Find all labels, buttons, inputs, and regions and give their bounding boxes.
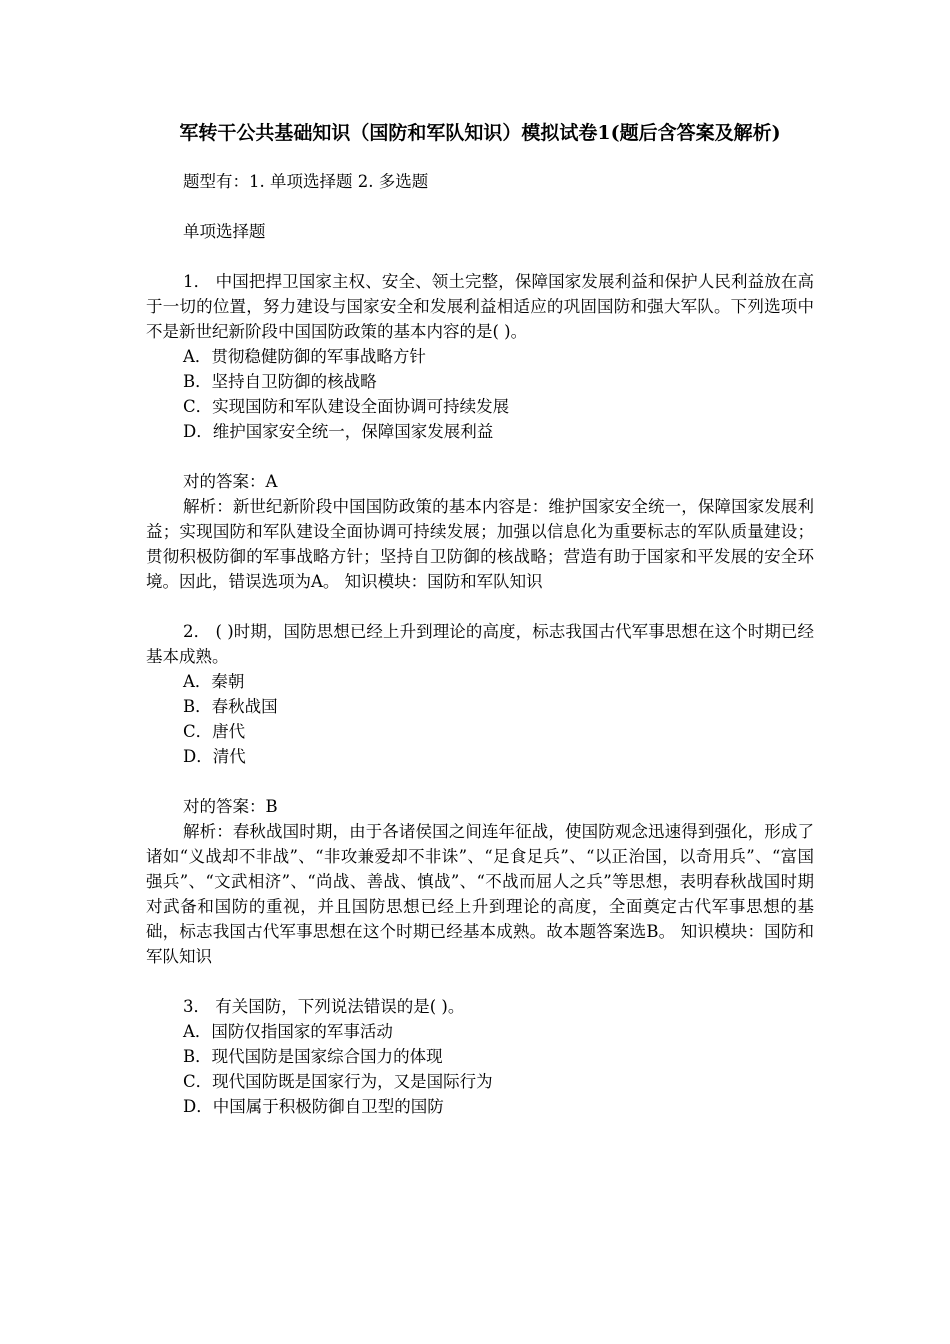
question-2-option-a: A．秦朝 bbox=[183, 672, 245, 691]
question-2-stem: 2． ( )时期，国防思想已经上升到理论的高度，标志我国古代军事思想在这个时期已经基本成熟。 bbox=[146, 622, 814, 666]
question-3-option-d: D．中国属于积极防御自卫型的国防 bbox=[183, 1097, 444, 1116]
document-title: 军转干公共基础知识（国防和军队知识）模拟试卷1(题后含答案及解析) bbox=[179, 122, 781, 144]
question-3-stem: 3． 有关国防，下列说法错误的是( )。 bbox=[183, 997, 465, 1016]
question-1-option-b: B．坚持自卫防御的核战略 bbox=[183, 372, 377, 391]
question-1-answer: 对的答案：A bbox=[183, 472, 278, 491]
question-2-answer: 对的答案：B bbox=[183, 797, 278, 816]
question-2-analysis: 解析：春秋战国时期，由于各诸侯国之间连年征战，使国防观念迅速得到强化，形成了诸如“义战却不非战”、“非攻兼爱却不非诛”、“足食足兵”、“以正治国，以奇用兵”、“富国强兵”、“文武相济”、“尚战、善战、慎战”、“不战而屈人之兵”等思想，表明春秋战国时期对武备和国防的重视，并且国防思想已经上升到理论的高度，全面奠定古代军事思想的基础，标志我国古代军事思想在这个时期已经基本成熟。故本题答案选B。 知识模块：国防和军队知识 bbox=[146, 822, 814, 966]
question-3-option-a: A．国防仅指国家的军事活动 bbox=[183, 1022, 393, 1041]
question-1-option-d: D．维护国家安全统一，保障国家发展利益 bbox=[183, 422, 494, 441]
question-types-line: 题型有：1. 单项选择题 2. 多选题 bbox=[183, 172, 429, 191]
question-3-option-c: C．现代国防既是国家行为，又是国际行为 bbox=[183, 1072, 493, 1091]
question-1-option-a: A．贯彻稳健防御的军事战略方针 bbox=[183, 347, 426, 366]
question-1-analysis: 解析：新世纪新阶段中国国防政策的基本内容是：维护国家安全统一，保障国家发展利益；实现国防和军队建设全面协调可持续发展；加强以信息化为重要标志的军队质量建设；贯彻积极防御的军事战略方针；坚持自卫防御的核战略；营造有助于国家和平发展的安全环境。因此，错误选项为A。 知识模块：国防和军队知识 bbox=[146, 497, 814, 591]
question-2-option-b: B．春秋战国 bbox=[183, 697, 278, 716]
question-1-option-c: C．实现国防和军队建设全面协调可持续发展 bbox=[183, 397, 510, 416]
question-2-option-c: C．唐代 bbox=[183, 722, 246, 741]
document-page bbox=[146, 120, 814, 1119]
question-2-option-d: D．清代 bbox=[183, 747, 246, 766]
question-3-option-b: B．现代国防是国家综合国力的体现 bbox=[183, 1047, 443, 1066]
question-1-stem: 1． 中国把捍卫国家主权、安全、领土完整，保障国家发展利益和保护人民利益放在高于一切的位置，努力建设与国家安全和发展利益相适应的巩固国防和强大军队。下列选项中不是新世纪新阶段中国国防政策的基本内容的是( )。 bbox=[146, 272, 814, 341]
section-heading-single-choice: 单项选择题 bbox=[183, 222, 266, 241]
